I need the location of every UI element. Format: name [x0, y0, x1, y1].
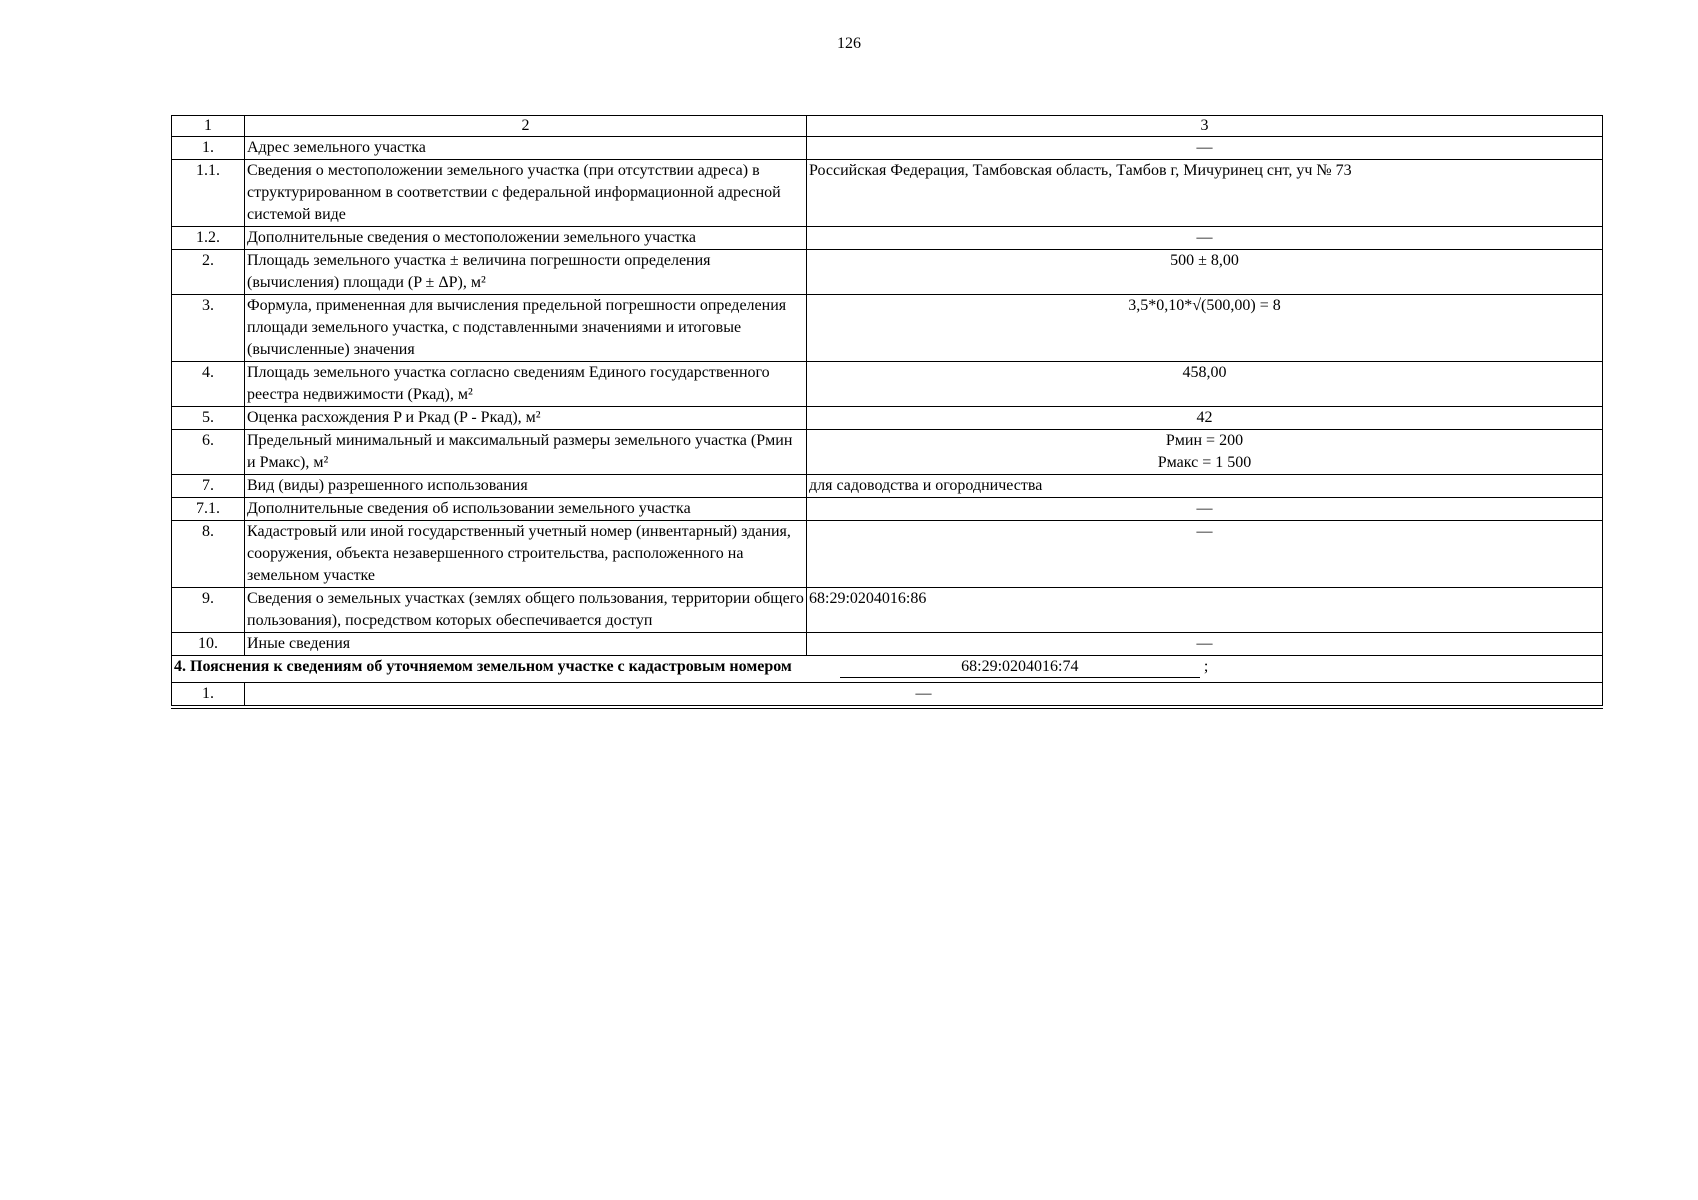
- row-number: 10.: [172, 633, 245, 656]
- row-description: Формула, примененная для вычисления предельной погрешности определения площади земельного участка, с подставленными значениями и итоговые (вычисленные) значения: [245, 295, 807, 362]
- section-4-semicolon: ;: [1203, 658, 1209, 675]
- row-description: Сведения о земельных участках (землях общего пользования, территории общего пользования), посредством которых обеспечивается доступ: [245, 588, 807, 633]
- row-number: 2.: [172, 250, 245, 295]
- row-value: [807, 430, 1603, 475]
- header-col-1: 1: [172, 116, 245, 137]
- row-number: 6.: [172, 430, 245, 475]
- row-value: 42: [807, 407, 1603, 430]
- row-description: Дополнительные сведения об использовании земельного участка: [245, 498, 807, 521]
- table-row: [172, 407, 1603, 430]
- row-description: Предельный минимальный и максимальный размеры земельного участка (Рмин и Рмакс), м²: [245, 430, 807, 475]
- row-number: 7.1.: [172, 498, 245, 521]
- table-row: [172, 227, 1603, 250]
- row-value: —: [245, 683, 1603, 708]
- row-value: 458,00: [807, 362, 1603, 407]
- row-number: 1.: [172, 137, 245, 160]
- row-number: 4.: [172, 362, 245, 407]
- row-value: —: [807, 227, 1603, 250]
- row-description: Площадь земельного участка ± величина погрешности определения (вычисления) площади (P ± ΔP), м²: [245, 250, 807, 295]
- table-row: [172, 295, 1603, 362]
- table-row: [172, 633, 1603, 656]
- row-number: 8.: [172, 521, 245, 588]
- table-row: [172, 430, 1603, 475]
- row-number: 1.2.: [172, 227, 245, 250]
- row-value: —: [807, 498, 1603, 521]
- header-col-3: 3: [807, 116, 1603, 137]
- row-value: 3,5*0,10*√(500,00) = 8: [807, 295, 1603, 362]
- row-value: Российская Федерация, Тамбовская область, Тамбов г, Мичуринец снт, уч № 73: [807, 160, 1603, 227]
- header-col-2: 2: [245, 116, 807, 137]
- row-value: 500 ± 8,00: [807, 250, 1603, 295]
- table-row: [172, 683, 1603, 708]
- table-row: [172, 362, 1603, 407]
- section-4-cadastral-number: 68:29:0204016:74: [840, 657, 1200, 678]
- cadastral-info-table: [171, 115, 1603, 709]
- row-number: 9.: [172, 588, 245, 633]
- row-description: Оценка расхождения P и Ркад (P - Ркад), м²: [245, 407, 807, 430]
- row-value: —: [807, 137, 1603, 160]
- row-description: Площадь земельного участка согласно сведениям Единого государственного реестра недвижимости (Ркад), м²: [245, 362, 807, 407]
- max-size-value: Рмакс = 1 500: [1157, 454, 1252, 471]
- min-size-value: Рмин = 200: [1165, 432, 1244, 449]
- row-description: Вид (виды) разрешенного использования: [245, 475, 807, 498]
- row-number: 5.: [172, 407, 245, 430]
- table-row: [172, 137, 1603, 160]
- table-row: [172, 498, 1603, 521]
- table-row: [172, 250, 1603, 295]
- table-row: [172, 521, 1603, 588]
- row-description: Иные сведения: [245, 633, 807, 656]
- section-4-title: 4. Пояснения к сведениям об уточняемом земельном участке с кадастровым номером: [174, 658, 792, 675]
- table-row: [172, 475, 1603, 498]
- table-row: [172, 588, 1603, 633]
- table-header-row: [172, 116, 1603, 137]
- row-number: 1.1.: [172, 160, 245, 227]
- row-value: для садоводства и огородничества: [807, 475, 1603, 498]
- section-4-heading-row: [172, 656, 1603, 683]
- row-description: Адрес земельного участка: [245, 137, 807, 160]
- row-number: 3.: [172, 295, 245, 362]
- row-number: 7.: [172, 475, 245, 498]
- row-number: 1.: [172, 683, 245, 708]
- row-description: Сведения о местоположении земельного участка (при отсутствии адреса) в структурированном в соответствии с федеральной информационной адресной системой виде: [245, 160, 807, 227]
- section-4-heading: [172, 656, 1603, 683]
- row-value: 68:29:0204016:86: [807, 588, 1603, 633]
- row-description: Дополнительные сведения о местоположении земельного участка: [245, 227, 807, 250]
- row-value: —: [807, 633, 1603, 656]
- row-description: Кадастровый или иной государственный учетный номер (инвентарный) здания, сооружения, объекта незавершенного строительства, расположенного на земельном участке: [245, 521, 807, 588]
- table-row: [172, 160, 1603, 227]
- row-value: —: [807, 521, 1603, 588]
- page-number: 126: [837, 35, 861, 52]
